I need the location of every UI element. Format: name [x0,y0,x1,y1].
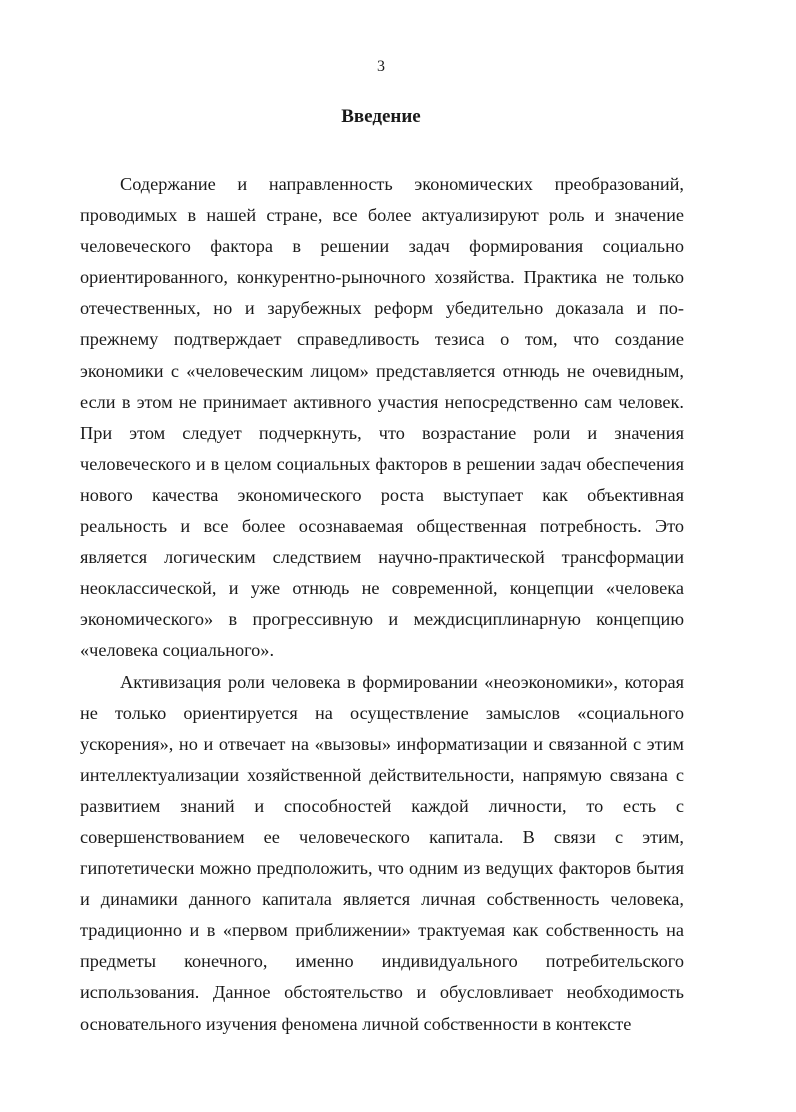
paragraph-2: Активизация роли человека в формировании «неоэкономики», которая не только ориентируется на осуществление замыслов «социального ускорения», но и отвечает на «вызовы» информатизации и связанной с этим интеллектуализации хозяйственной действительности, напрямую связана с развитием знаний и способностей каждой личности, то есть с совершенствованием ее человеческого капитала. В связи с этим, гипотетически можно предположить, что одним из ведущих факторов бытия и динамики данного капитала является личная собственность человека, традиционно и в «первом приближении» трактуемая как собственность на предметы конечного, именно индивидуального потребительского использования. Данное обстоятельство и обусловливает необходимость основательного изучения феномена личной собственности в контексте [80,671,684,1034]
body-text [80,169,684,1040]
paragraph-1: Содержание и направленность экономических преобразований, проводимых в нашей стране, все более актуализируют роль и значение человеческого фактора в решении задач формирования социально ориентированного, конкурентно-рыночного хозяйства. Практика не только отечественных, но и зарубежных реформ убедительно доказала и по-прежнему подтверждает справедливость тезиса о том, что создание экономики с «человеческим лицом» представляется отнюдь не очевидным, если в этом не принимает активного участия непосредственно сам человек. При этом следует подчеркнуть, что возрастание роли и значения человеческого и в целом социальных факторов в решении задач обеспечения нового качества экономического роста выступает как объективная реальность и все более осознаваемая общественная потребность. Это является логическим следствием научно-практической трансформации неоклассической, и уже отнюдь не современной, концепции «человека экономического» в прогрессивную и междисциплинарную концепцию «человека социального». [80,174,684,661]
section-heading: Введение [341,106,421,127]
page-number: 3 [377,58,385,75]
